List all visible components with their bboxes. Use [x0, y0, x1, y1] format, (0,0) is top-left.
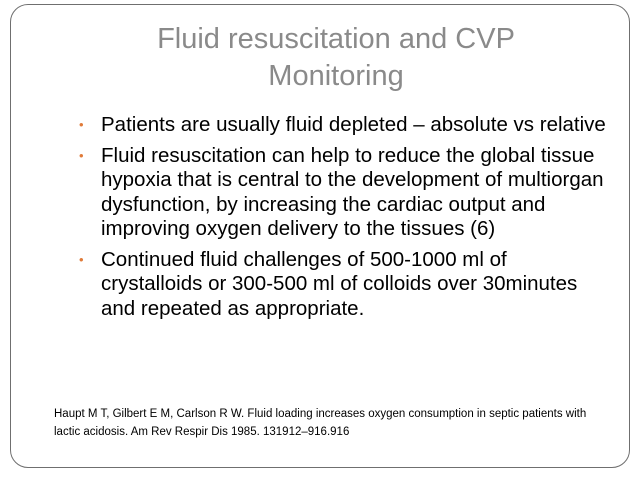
bullet-item-fluid-challenges [79, 248, 609, 322]
bullet-text: Patients are usually fluid depleted – absolute vs relative [101, 113, 606, 136]
bullet-marker-icon: • [79, 117, 84, 132]
bullet-marker-icon: • [79, 251, 84, 267]
reference-citation: Haupt M T, Gilbert E M, Carlson R W. Fluid loading increases oxygen consumption in septic patients with lactic acidosis. Am Rev Respir Dis 1985. 131912–916.916 [54, 408, 587, 438]
slide-title: Fluid resuscitation and CVP Monitoring [157, 23, 515, 92]
bullet-item-fluid-resuscitation [79, 144, 609, 242]
bullet-text: Continued fluid challenges of 500-1000 ml of crystalloids or 300-500 ml of colloids over 30minutes and repeated as appropriate. [101, 247, 578, 320]
bullet-list [79, 113, 609, 327]
slide-frame [10, 4, 630, 468]
bullet-item-fluid-depleted [79, 113, 609, 138]
bullet-marker-icon: • [79, 147, 84, 163]
bullet-text: Fluid resuscitation can help to reduce the global tissue hypoxia that is central to the development of multiorgan dysfunction, by increasing the cardiac output and improving oxygen delivery to the tissues (6) [101, 143, 604, 240]
